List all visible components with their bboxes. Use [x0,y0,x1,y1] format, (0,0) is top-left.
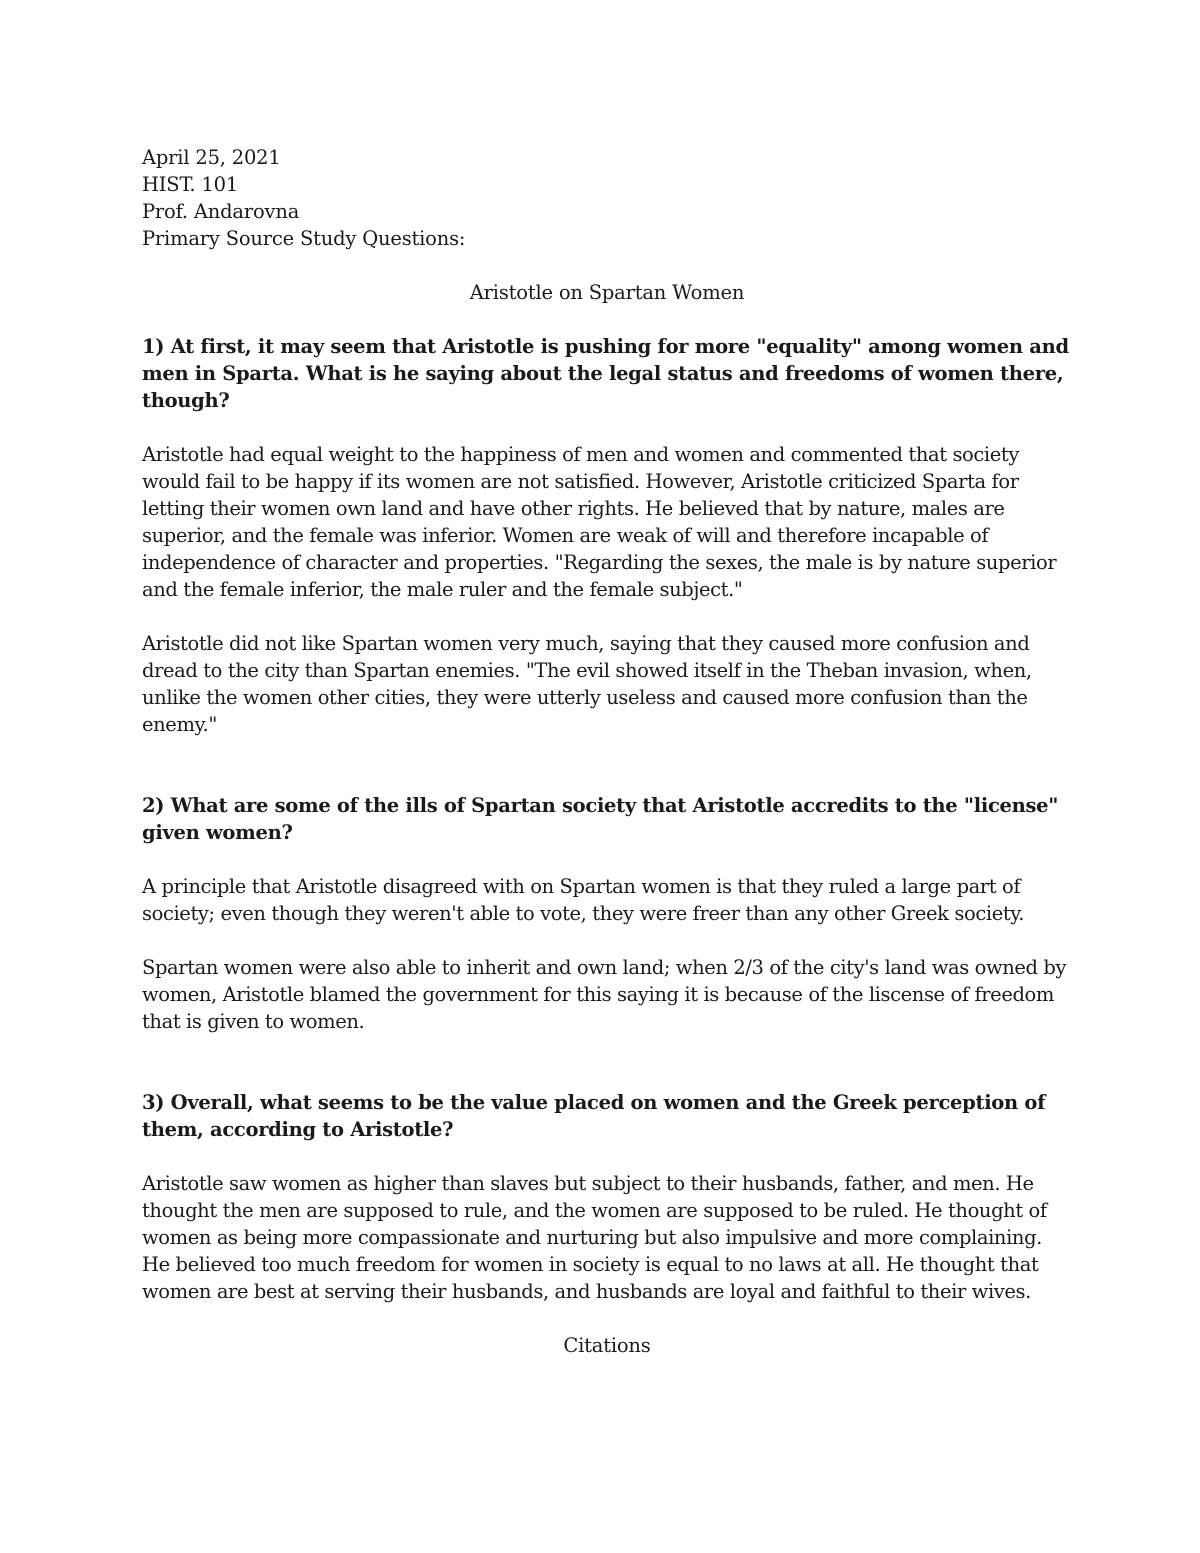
question-3: 3) Overall, what seems to be the value placed on women and the Greek perception of them, according to Aristotle? [142,1091,1046,1141]
question-section-1 [142,333,1072,738]
question-section-3 [142,1089,1072,1305]
question-1: 1) At first, it may seem that Aristotle is pushing for more "equality" among women and men in Sparta. What is he saying about the legal status and freedoms of women there, though? [142,335,1069,412]
answer-1-paragraph-2: Aristotle did not like Spartan women very much, saying that they caused more confusion and dread to the city than Spartan enemies. "The evil showed itself in the Theban invasion, when, unlike the women other cities, they were utterly useless and caused more confusion than the enemy." [142,632,1032,736]
answer-2-paragraph-2: Spartan women were also able to inherit and own land; when 2/3 of the city's land was owned by women, Aristotle blamed the government for this saying it is because of the liscense of freedom that is given to women. [142,956,1067,1033]
answer-2-paragraph-1: A principle that Aristotle disagreed with on Spartan women is that they ruled a large part of society; even though they weren't able to vote, they were freer than any other Greek society. [142,875,1025,925]
question-2: 2) What are some of the ills of Spartan society that Aristotle accredits to the "license" given women? [142,794,1059,844]
answer-3-paragraph-1: Aristotle saw women as higher than slaves but subject to their husbands, father, and men. He thought the men are supposed to rule, and the women are supposed to be ruled. He thought of women as being more compassionate and nurturing but also impulsive and more complaining. He believed too much freedom for women in society is equal to no laws at all. He thought that women are best at serving their husbands, and husbands are loyal and faithful to their wives. [142,1172,1047,1303]
section-spacer [142,1062,1072,1089]
header-date: April 25, 2021 [142,146,281,169]
document-header [142,144,1072,252]
header-assignment: Primary Source Study Questions: [142,227,466,250]
header-professor: Prof. Andarovna [142,200,300,223]
citations-heading: Citations [563,1334,651,1357]
question-section-2 [142,792,1072,1035]
header-course: HIST. 101 [142,173,239,196]
answer-1-paragraph-1: Aristotle had equal weight to the happiness of men and women and commented that society would fail to be happy if its women are not satisfied. However, Aristotle criticized Sparta for letting their women own land and have other rights. He believed that by nature, males are superior, and the female was inferior. Women are weak of will and therefore incapable of independence of character and properties. "Regarding the sexes, the male is by nature superior and the female inferior, the male ruler and the female subject." [142,443,1057,601]
section-spacer [142,765,1072,792]
document-body [142,144,1072,1359]
document-title: Aristotle on Spartan Women [469,281,745,304]
